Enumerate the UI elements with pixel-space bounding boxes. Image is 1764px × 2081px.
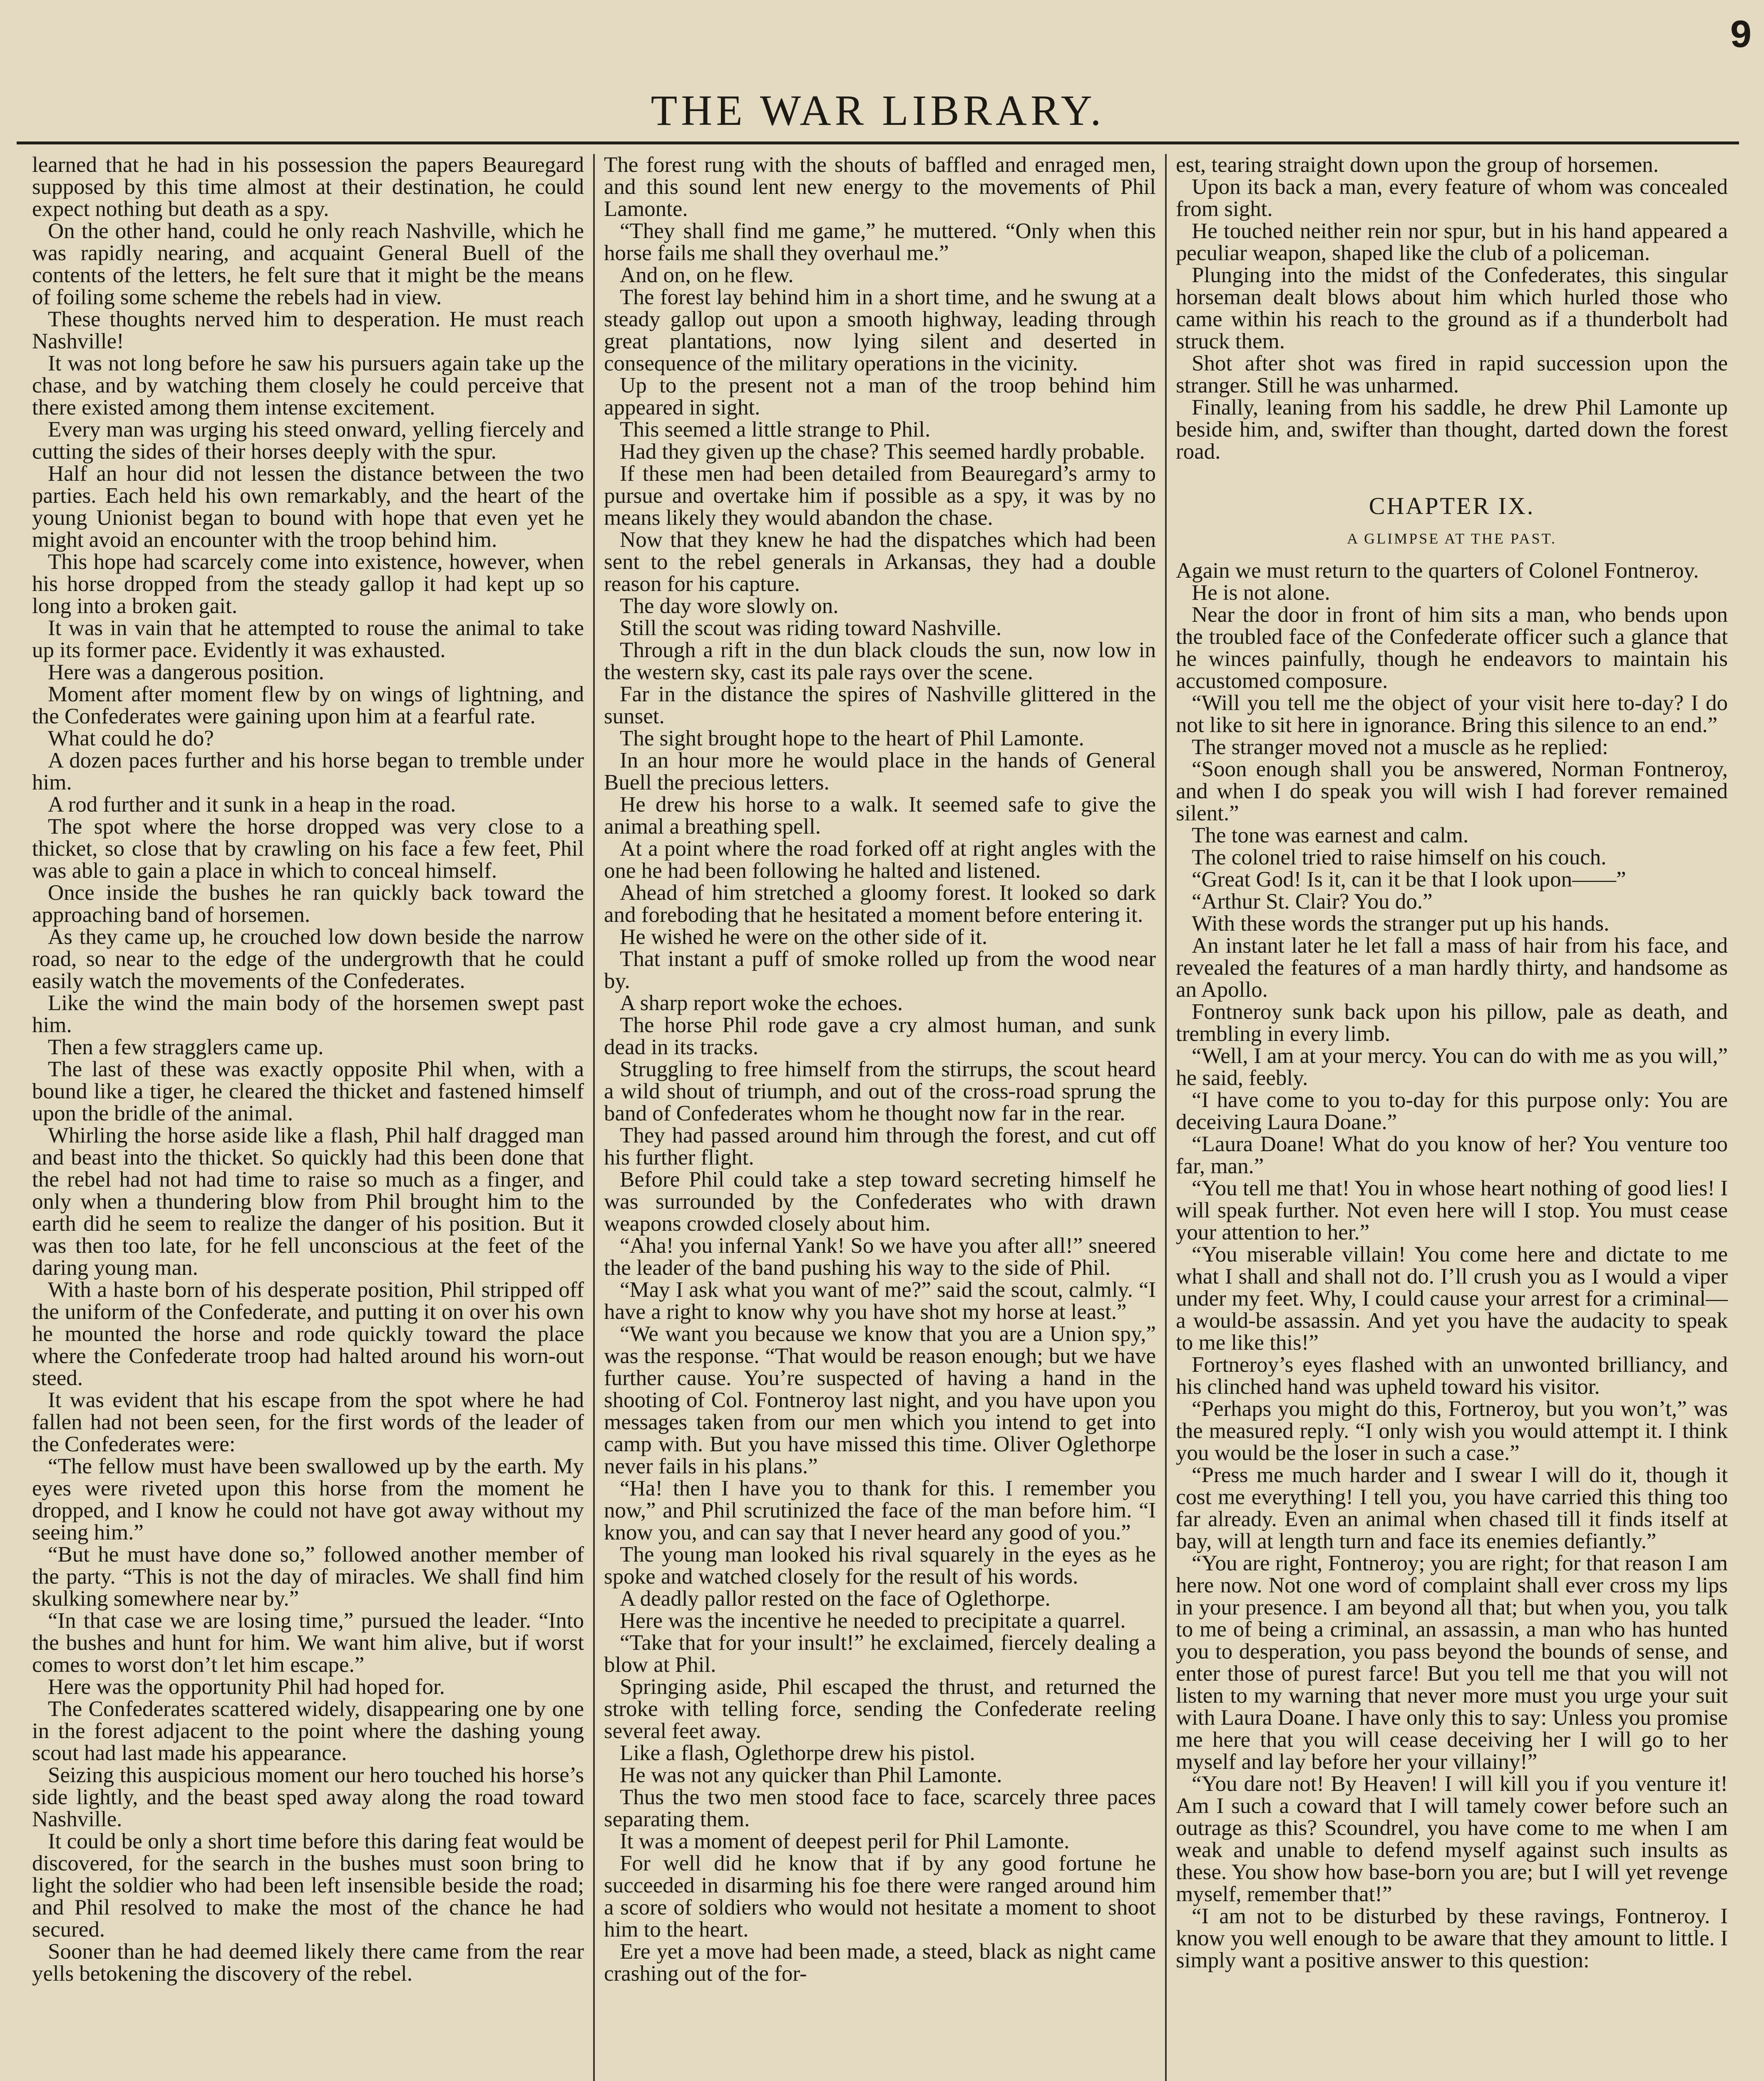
paragraph: “You dare not! By Heaven! I will kill you if you venture it! Am I such a coward that I will tamely cower before such an outrage as this? Scoundrel, you have come to me when I am weak and unable to defend myself against such insults as these. You show how base-born you are; but I will yet revenge myself, remember that!” <box>1176 1772 1728 1906</box>
header-rule <box>17 142 1739 144</box>
paragraph: “The fellow must have been swallowed up by the earth. My eyes were riveted upon this horse from the moment he dropped, and I know he could not have got away without my seeing him.” <box>32 1454 584 1545</box>
paragraph: The last of these was exactly opposite Phil when, with a bound like a tiger, he cleared the thicket and fastened himself upon the bridle of the animal. <box>32 1057 584 1125</box>
paragraph: “Perhaps you might do this, Fortneroy, but you won’t,” was the measured reply. “I only wish you would attempt it. I think you would be the loser in such a case.” <box>1176 1397 1728 1465</box>
chapter-subtitle: A GLIMPSE AT THE PAST. <box>1347 530 1557 547</box>
page-number: 9 <box>1730 13 1752 55</box>
paragraph: The forest rung with the shouts of baffled and enraged men, and this sound lent new energy to the movements of Phil Lamonte. <box>604 154 1156 221</box>
paragraph: Struggling to free himself from the stirrups, the scout heard a wild shout of triumph, and out of the cross-road sprung the band of Confederates whom he thought now far in the rear. <box>604 1057 1156 1125</box>
paragraph: He was not any quicker than Phil Lamonte. <box>620 1763 1002 1787</box>
paragraph: “In that case we are losing time,” pursued the leader. “Into the bushes and hunt for him. We want him alive, but if worst comes to worst don’t let him escape.” <box>32 1609 584 1677</box>
chapter-title: CHAPTER IX. <box>1369 492 1535 519</box>
paragraph: The stranger moved not a muscle as he replied: <box>1192 735 1608 759</box>
paragraph: With a haste born of his desperate position, Phil stripped off the uniform of the Confederate, and putting it on over his own he mounted the horse and rode quickly toward the place where the Confederate troop had halted around his worn-out steed. <box>32 1278 584 1390</box>
paragraph: The horse Phil rode gave a cry almost human, and sunk dead in its tracks. <box>604 1013 1156 1059</box>
paragraph: Fortneroy’s eyes flashed with an unwonted brilliancy, and his clinched hand was upheld toward his visitor. <box>1176 1353 1728 1399</box>
paragraph: What could he do? <box>48 726 214 750</box>
paragraph: The day wore slowly on. <box>620 594 839 618</box>
paragraph: He drew his horse to a walk. It seemed safe to give the animal a breathing spell. <box>604 792 1156 839</box>
paragraph: “Well, I am at your mercy. You can do with me as you will,” he said, feebly. <box>1176 1044 1728 1090</box>
paragraph: learned that he had in his possession the papers Beauregard supposed by this time almost at their destination, he could expect nothing but death as a spy. <box>32 154 584 221</box>
paragraph: The tone was earnest and calm. <box>1192 823 1469 847</box>
paragraph: Shot after shot was fired in rapid succession upon the stranger. Still he was unharmed. <box>1176 351 1728 397</box>
column-1 <box>23 154 593 2081</box>
paragraph: It could be only a short time before this daring feat would be discovered, for the search in the bushes must soon bring to light the soldier who had been left insensible beside the road; and Phil resolved to make the most of the chance he had secured. <box>32 1829 584 1942</box>
paragraph: “Laura Doane! What do you know of her? You venture too far, man.” <box>1176 1132 1728 1178</box>
paragraph: Plunging into the midst of the Confederates, this singular horseman dealt blows about him which hurled those who came within his reach to the ground as if a thunderbolt had struck them. <box>1176 263 1728 353</box>
publication-title: THE WAR LIBRARY. <box>651 86 1105 134</box>
column-2 <box>593 154 1165 2081</box>
paragraph: Still the scout was riding toward Nashville. <box>620 616 1002 640</box>
paragraph: The forest lay behind him in a short time, and he swung at a steady gallop out upon a smooth highway, leading through great plantations, now lying silent and deserted in consequence of the military operations in the vicinity. <box>604 285 1156 375</box>
paragraph: The young man looked his rival squarely in the eyes as he spoke and watched closely for the result of his words. <box>604 1542 1156 1589</box>
paragraph: As they came up, he crouched low down beside the narrow road, so near to the edge of the undergrowth that he could easily watch the movements of the Confederates. <box>32 925 584 993</box>
paragraph: Had they given up the chase? This seemed hardly probable. <box>620 440 1145 464</box>
paragraph: “Soon enough shall you be answered, Norman Fontneroy, and when I do speak you will wish I had forever remained silent.” <box>1176 757 1728 825</box>
paragraph: Again we must return to the quarters of Colonel Fontneroy. <box>1176 559 1699 583</box>
paragraph: Here was the opportunity Phil had hoped for. <box>48 1675 445 1699</box>
paragraph: “You are right, Fontneroy; you are right; for that reason I am here now. Not one word of complaint shall ever cross my lips in your presence. I am beyond all that; but when you, you talk to me of being a criminal, an assassin, a man who has hunted you to desperation, you pass beyond the bounds of sense, and enter those of purest farce! But you tell me that you will not listen to my warning that never more must you urge your suit with Laura Doane. I have only this to say: Unless you promise me here that you will cease deceiving her I will go to her myself and lay before her your villainy!” <box>1176 1551 1728 1774</box>
paragraph: A rod further and it sunk in a heap in the road. <box>48 792 456 817</box>
paragraph: Near the door in front of him sits a man, who bends upon the troubled face of the Confederate officer such a glance that he winces painfully, though he endeavors to maintain his accustomed composure. <box>1176 603 1728 693</box>
paragraph: Fontneroy sunk back upon his pillow, pale as death, and trembling in every limb. <box>1176 1000 1728 1046</box>
paragraph: “Press me much harder and I swear I will do it, though it cost me everything! I tell you, you have carried this thing too far already. Even an animal when chased till it finds itself at bay, will at length turn and face its enemies defiantly.” <box>1176 1463 1728 1553</box>
running-head <box>17 79 1739 142</box>
paragraph: Moment after moment flew by on wings of lightning, and the Confederates were gaining upon him at a fearful rate. <box>32 682 584 728</box>
paragraph: If these men had been detailed from Beauregard’s army to pursue and overtake him if possible as a spy, it was by no means likely they would abandon the chase. <box>604 462 1156 530</box>
paragraph: est, tearing straight down upon the group of horsemen. <box>1176 154 1659 177</box>
paragraph: With these words the stranger put up his hands. <box>1192 911 1610 936</box>
paragraph: “They shall find me game,” he muttered. “Only when this horse fails me shall they overhaul me.” <box>604 219 1156 265</box>
paragraph: “Great God! Is it, can it be that I look upon——” <box>1192 867 1626 892</box>
paragraph: “Take that for your insult!” he exclaimed, fiercely dealing a blow at Phil. <box>604 1631 1156 1677</box>
paragraph: That instant a puff of smoke rolled up from the wood near by. <box>604 947 1156 993</box>
paragraph: “Arthur St. Clair? You do.” <box>1192 889 1433 914</box>
paragraph: “Ha! then I have you to thank for this. I remember you now,” and Phil scrutinized the face of the man before him. “I know you, and can say that I never heard any good of you.” <box>604 1476 1156 1545</box>
paragraph: A deadly pallor rested on the face of Oglethorpe. <box>620 1587 1051 1611</box>
paragraph: Thus the two men stood face to face, scarcely three paces separating them. <box>604 1785 1156 1831</box>
paragraph: It was a moment of deepest peril for Phil Lamonte. <box>620 1829 1070 1853</box>
text-columns <box>23 154 1737 2081</box>
paragraph: He wished he were on the other side of it. <box>620 925 988 949</box>
paragraph: These thoughts nerved him to desperation. He must reach Nashville! <box>32 307 584 353</box>
paragraph: Springing aside, Phil escaped the thrust, and returned the stroke with telling force, sending the Confederate reeling several feet away. <box>604 1675 1156 1743</box>
paragraph: Half an hour did not lessen the distance between the two parties. Each held his own remarkably, and the heart of the young Unionist began to bound with hope that even yet he might avoid an encounter with the troop behind him. <box>32 462 584 552</box>
paragraph: This seemed a little strange to Phil. <box>620 417 931 442</box>
paragraph: Sooner than he had deemed likely there came from the rear yells betokening the discovery of the rebel. <box>32 1939 584 1986</box>
paragraph: They had passed around him through the forest, and cut off his further flight. <box>604 1123 1156 1170</box>
paragraph: He touched neither rein nor spur, but in his hand appeared a peculiar weapon, shaped like the club of a policeman. <box>1176 219 1728 265</box>
paragraph: The sight brought hope to the heart of Phil Lamonte. <box>620 726 1084 750</box>
paragraph: It was not long before he saw his pursuers again take up the chase, and by watching them closely he could perceive that there existed among them intense excitement. <box>32 351 584 420</box>
paragraph: “You miserable villain! You come here and dictate to me what I shall and shall not do. I’ll crush you as I would a viper under my feet. Why, I could cause your arrest for a criminal—a would-be assassin. And yet you have the audacity to speak to me like this!” <box>1176 1242 1728 1355</box>
paragraph: Like a flash, Oglethorpe drew his pistol. <box>620 1741 975 1765</box>
paragraph: It was in vain that he attempted to rouse the animal to take up its former pace. Evidently it was exhausted. <box>32 616 584 662</box>
paragraph: On the other hand, could he only reach Nashville, which he was rapidly nearing, and acquaint General Buell of the contents of the letters, he felt sure that it might be the means of foiling some scheme the rebels had in view. <box>32 219 584 309</box>
paragraph: “You tell me that! You in whose heart nothing of good lies! I will speak further. Not even here will I stop. You must cease your attention to her.” <box>1176 1176 1728 1244</box>
paragraph: Now that they knew he had the dispatches which had been sent to the rebel generals in Arkansas, they had a double reason for his capture. <box>604 528 1156 596</box>
paragraph: Ahead of him stretched a gloomy forest. It looked so dark and foreboding that he hesitated a moment before entering it. <box>604 881 1156 927</box>
paragraph: Every man was urging his steed onward, yelling fiercely and cutting the sides of their horses deeply with the spur. <box>32 417 584 464</box>
paragraph: In an hour more he would place in the hands of General Buell the precious letters. <box>604 748 1156 795</box>
paragraph: The spot where the horse dropped was very close to a thicket, so close that by crawling on his face a few feet, Phil was able to gain a place in which to conceal himself. <box>32 815 584 883</box>
paragraph: An instant later he let fall a mass of hair from his face, and revealed the features of a man hardly thirty, and handsome as an Apollo. <box>1176 934 1728 1002</box>
paragraph: “Will you tell me the object of your visit here to-day? I do not like to sit here in ignorance. Bring this silence to an end.” <box>1176 691 1728 737</box>
paragraph: “I am not to be disturbed by these ravings, Fontneroy. I know you well enough to be aware that they amount to little. I simply want a positive answer to this question: <box>1176 1904 1728 1972</box>
paragraph: Ere yet a move had been made, a steed, black as night came crashing out of the for- <box>604 1939 1156 1986</box>
paragraph: Up to the present not a man of the troop behind him appeared in sight. <box>604 373 1156 420</box>
paragraph: The Confederates scattered widely, disappearing one by one in the forest adjacent to the point where the dashing young scout had last made his appearance. <box>32 1697 584 1765</box>
paragraph: Upon its back a man, every feature of whom was concealed from sight. <box>1176 175 1728 221</box>
paragraph: Finally, leaning from his saddle, he drew Phil Lamonte up beside him, and, swifter than thought, darted down the forest road. <box>1176 395 1728 464</box>
paragraph: “We want you because we know that you are a Union spy,” was the response. “That would be reason enough; but we have further cause. You’re suspected of having a hand in the shooting of Col. Fontneroy last night, and you have upon you messages taken from our men which you intend to get into camp with. But you have missed this time. Oliver Oglethorpe never fails in his plans.” <box>604 1322 1156 1478</box>
paragraph: Far in the distance the spires of Nashville glittered in the sunset. <box>604 682 1156 728</box>
paragraph: Through a rift in the dun black clouds the sun, now low in the western sky, cast its pale rays over the scene. <box>604 638 1156 684</box>
paragraph: At a point where the road forked off at right angles with the one he had been following he halted and listened. <box>604 837 1156 883</box>
paragraph: Like the wind the main body of the horsemen swept past him. <box>32 991 584 1037</box>
paragraph: Then a few stragglers came up. <box>48 1035 324 1059</box>
column-3-top-text <box>1176 154 1728 463</box>
paragraph: Seizing this auspicious moment our hero touched his horse’s side lightly, and the beast sped away along the road toward Nashville. <box>32 1763 584 1831</box>
paragraph: A dozen paces further and his horse began to tremble under him. <box>32 748 584 795</box>
paragraph: “I have come to you to-day for this purpose only: You are deceiving Laura Doane.” <box>1176 1088 1728 1134</box>
paragraph: Before Phil could take a step toward secreting himself he was surrounded by the Confederates who with drawn weapons crowded closely about him. <box>604 1167 1156 1236</box>
paragraph: He is not alone. <box>1192 581 1330 605</box>
paragraph: Here was the incentive he needed to precipitate a quarrel. <box>620 1609 1126 1633</box>
paragraph: The colonel tried to raise himself on his couch. <box>1192 845 1607 869</box>
paragraph: “May I ask what you want of me?” said the scout, calmly. “I have a right to know why you have shot my horse at least.” <box>604 1278 1156 1324</box>
paragraph: Once inside the bushes he ran quickly back toward the approaching band of horsemen. <box>32 881 584 927</box>
paragraph: For well did he know that if by any good fortune he succeeded in disarming his foe there were ranged around him a score of soldiers who would not hesitate a moment to shoot him to the heart. <box>604 1851 1156 1942</box>
paragraph: Here was a dangerous position. <box>48 660 324 684</box>
paragraph: “Aha! you infernal Yank! So we have you after all!” sneered the leader of the band pushing his way to the side of Phil. <box>604 1234 1156 1280</box>
paragraph: This hope had scarcely come into existence, however, when his horse dropped from the steady gallop it had kept up so long into a broken gait. <box>32 550 584 618</box>
paragraph: “But he must have done so,” followed another member of the party. “This is not the day of miracles. We shall find him skulking somewhere near by.” <box>32 1542 584 1611</box>
paragraph: A sharp report woke the echoes. <box>620 991 903 1015</box>
paragraph: It was evident that his escape from the spot where he had fallen had not been seen, for the first words of the leader of the Confederates were: <box>32 1388 584 1456</box>
paragraph: Whirling the horse aside like a flash, Phil half dragged man and beast into the thicket. So quickly had this been done that the rebel had not had time to raise so much as a finger, and only when a thundering blow from Phil brought him to the earth did he seem to realize the danger of his position. But it was then too late, for he fell unconscious at the feet of the daring young man. <box>32 1123 584 1280</box>
column-3 <box>1165 154 1737 2081</box>
paragraph: And on, on he flew. <box>620 263 794 287</box>
column-3-bottom-text <box>1176 560 1728 1972</box>
